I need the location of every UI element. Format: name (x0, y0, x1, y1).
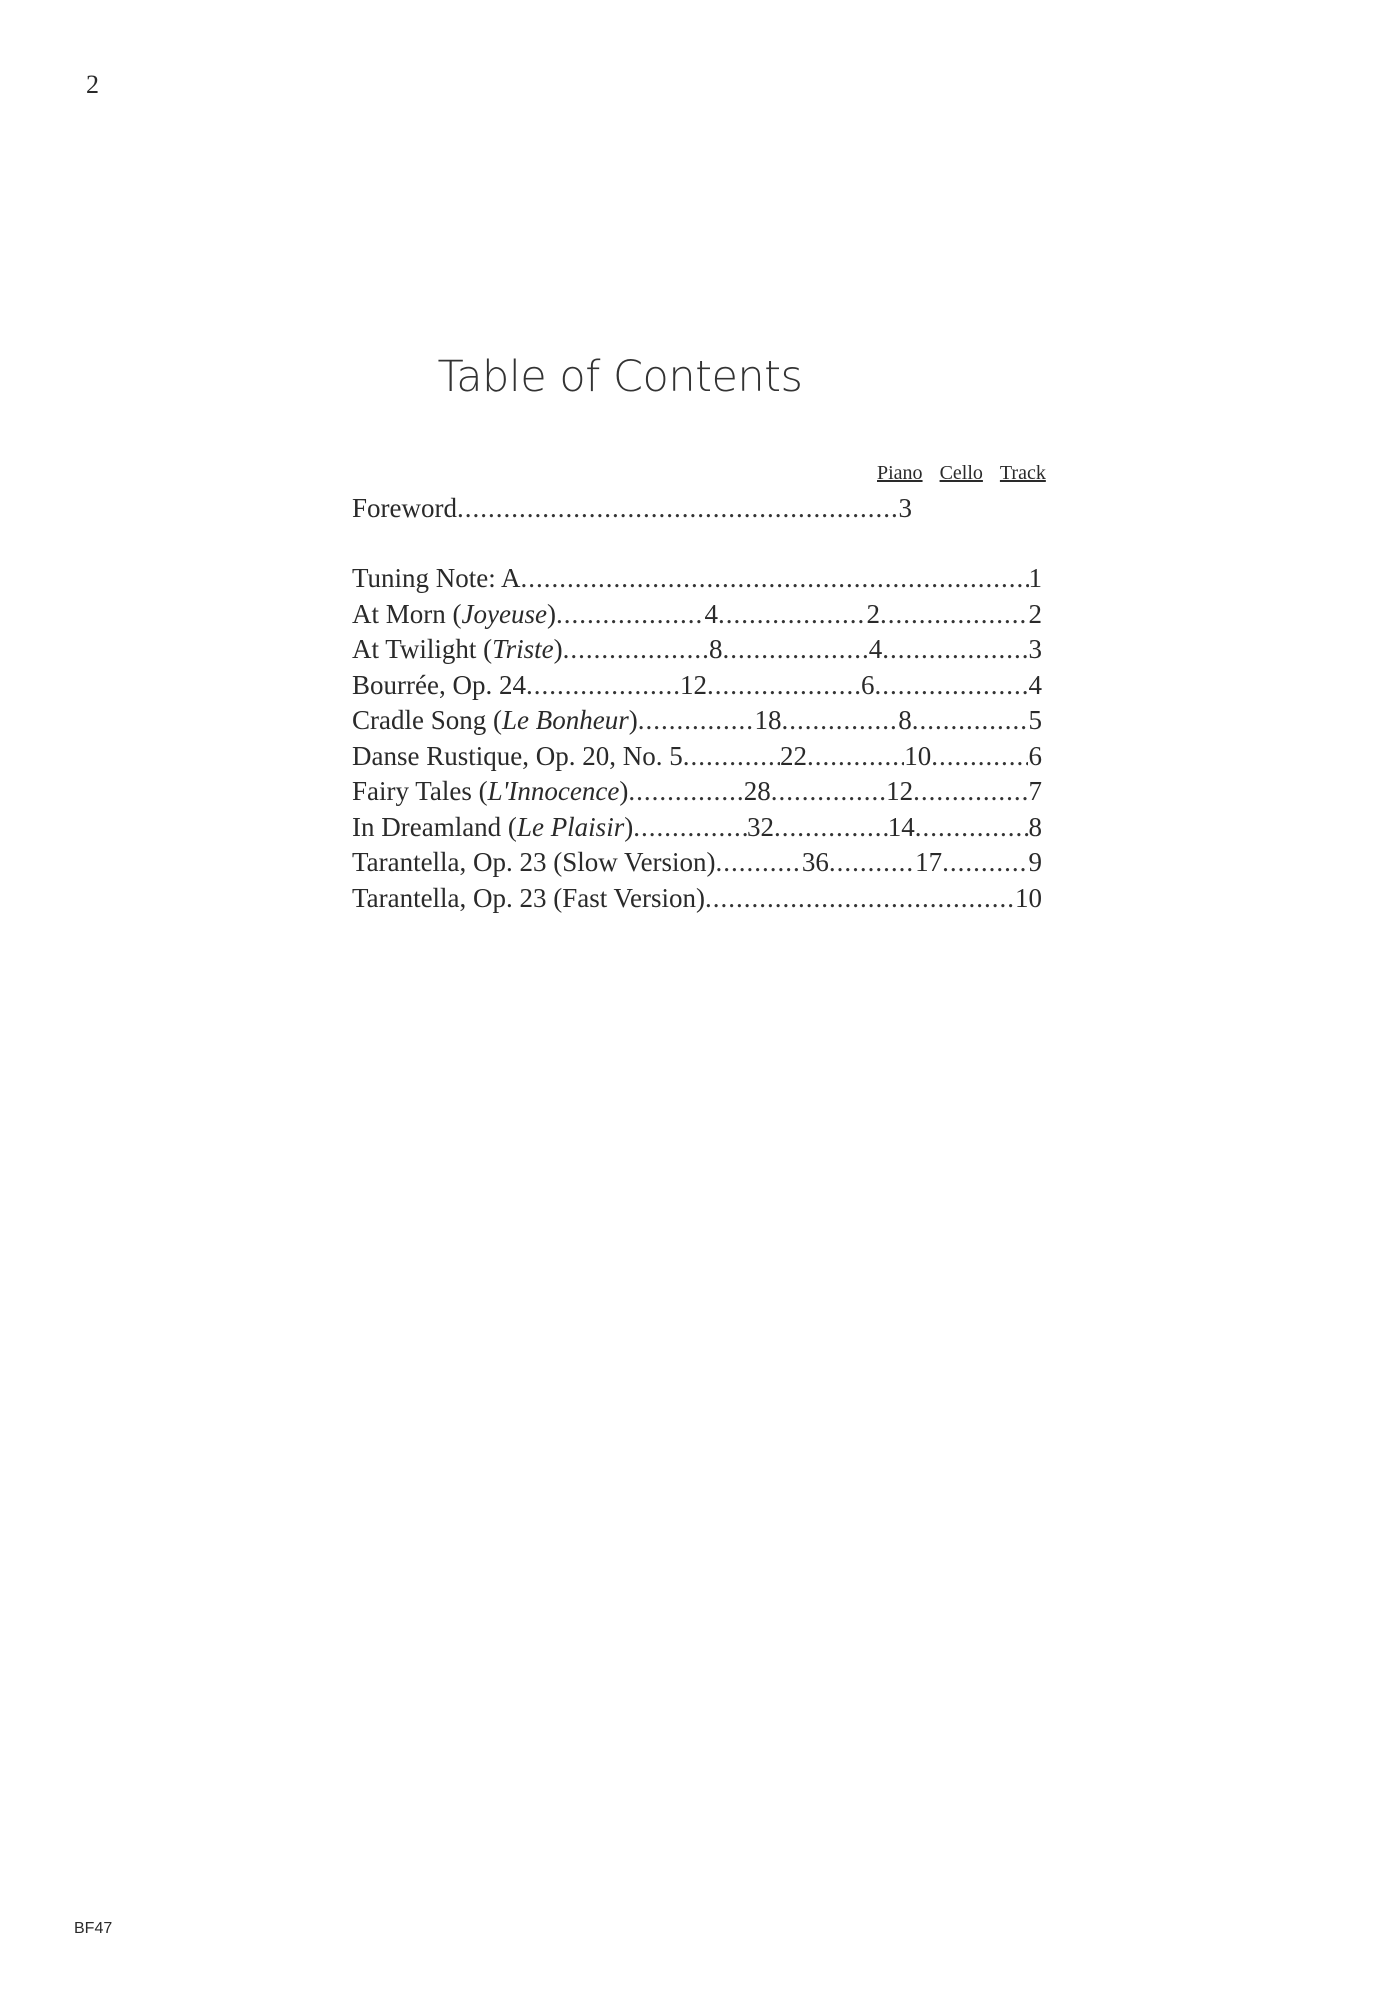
leader-dots (563, 633, 709, 666)
leader-dots (716, 846, 802, 879)
leader-dots (556, 598, 705, 631)
toc-title (352, 633, 563, 666)
leader-dots (628, 775, 743, 808)
toc-title (352, 704, 638, 737)
track-number: 3 (1028, 634, 1042, 664)
track-number: 10 (1015, 882, 1042, 913)
toc-title-after: ) (619, 776, 629, 806)
piano-page: 28 (743, 776, 771, 806)
toc-row (352, 740, 1042, 773)
column-header-cello: Cello (939, 462, 983, 484)
leader-dots (875, 669, 1029, 702)
toc-row (352, 633, 1042, 666)
cello-page: 2 (866, 598, 880, 629)
toc-title-after: ) (546, 598, 556, 629)
cello-page: 6 (861, 669, 875, 700)
toc-row (352, 811, 1042, 844)
column-headers (877, 462, 1046, 485)
page-number: 2 (86, 70, 99, 99)
cello-page: 17 (915, 847, 943, 877)
track-number: 1 (1028, 563, 1042, 593)
leader-dots (942, 846, 1028, 879)
toc-title-italic: Le Bonheur (501, 705, 629, 735)
toc-title (352, 811, 633, 844)
leader-dots (683, 740, 780, 773)
toc-title-text: Tarantella, Op. 23 (Fast Version) (352, 882, 706, 913)
leader-dots (912, 704, 1029, 737)
toc-row (352, 704, 1042, 737)
toc-title-text: Tarantella, Op. 23 (Slow Version) (352, 847, 716, 877)
cello-page: 4 (868, 634, 883, 664)
leader-dots (707, 669, 861, 702)
leader-dots (829, 846, 915, 879)
cello-page: 12 (886, 776, 914, 806)
track-number: 2 (1028, 598, 1042, 629)
toc-title-italic: L'Innocence (487, 776, 620, 806)
leader-dots (931, 740, 1028, 773)
leader-dots (913, 775, 1028, 808)
toc-row (352, 882, 1042, 915)
leader-dots (705, 882, 1015, 915)
leader-dots (718, 598, 867, 631)
toc-title-italic: Joyeuse (461, 598, 547, 629)
leader-dots (633, 811, 747, 844)
cello-page: 8 (898, 705, 912, 735)
footer-code: BF47 (74, 1920, 113, 1937)
toc-title-italic: Triste (492, 634, 554, 664)
cello-page: 14 (887, 811, 915, 842)
leader-dots (526, 669, 680, 702)
toc-title (352, 882, 705, 915)
toc-title-text: Tuning Note: A (352, 563, 521, 593)
toc-title-text: Fairy Tales ( (352, 776, 488, 806)
toc-row (352, 669, 1042, 702)
leader-dots (521, 562, 1029, 595)
piano-page: 3 (898, 493, 912, 523)
toc-title (352, 846, 716, 879)
toc-title (352, 669, 526, 702)
column-header-piano: Piano (877, 462, 923, 484)
toc-title-after: ) (553, 634, 563, 664)
piano-page: 4 (704, 598, 718, 629)
leader-dots (781, 704, 898, 737)
leader-dots (771, 775, 886, 808)
piano-page: 32 (746, 811, 774, 842)
toc-title (352, 598, 556, 631)
leader-dots (882, 633, 1028, 666)
leader-dots (457, 492, 899, 525)
leader-dots (807, 740, 904, 773)
track-number: 5 (1028, 705, 1043, 735)
toc-title-text: At Twilight ( (352, 634, 493, 664)
piano-page: 18 (754, 705, 782, 735)
track-number: 4 (1028, 669, 1043, 700)
track-number: 7 (1028, 776, 1042, 806)
leader-dots (722, 633, 868, 666)
piano-page: 22 (779, 740, 807, 771)
leader-dots (774, 811, 888, 844)
page-title: Table of Contents (437, 352, 803, 402)
track-number: 6 (1028, 740, 1042, 771)
toc-title: Foreword (352, 493, 457, 523)
track-number: 9 (1028, 847, 1042, 877)
leader-dots (638, 704, 755, 737)
toc-row (352, 598, 1042, 631)
toc-row-foreword (352, 492, 912, 525)
track-number: 8 (1028, 811, 1042, 842)
toc-title (352, 562, 521, 595)
cello-page: 10 (904, 740, 932, 771)
toc-title-text: Danse Rustique, Op. 20, No. 5 (352, 740, 683, 771)
column-header-track: Track (999, 462, 1046, 484)
piano-page: 12 (679, 669, 707, 700)
toc-row (352, 775, 1042, 808)
piano-page: 36 (801, 847, 829, 877)
piano-page: 8 (708, 634, 723, 664)
toc-title-italic: Le Plaisir (516, 811, 625, 842)
toc-title-text: Bourrée, Op. 24 (352, 669, 526, 700)
toc-title (352, 775, 628, 808)
toc-title-after: ) (624, 811, 634, 842)
toc-row (352, 562, 1042, 595)
leader-dots (880, 598, 1029, 631)
toc-row (352, 846, 1042, 879)
toc-title (352, 740, 683, 773)
toc-title-text: In Dreamland ( (352, 811, 517, 842)
toc-title-text: Cradle Song ( (352, 705, 502, 735)
toc-title-after: ) (628, 705, 638, 735)
leader-dots (915, 811, 1029, 844)
toc-title-text: At Morn ( (352, 598, 462, 629)
